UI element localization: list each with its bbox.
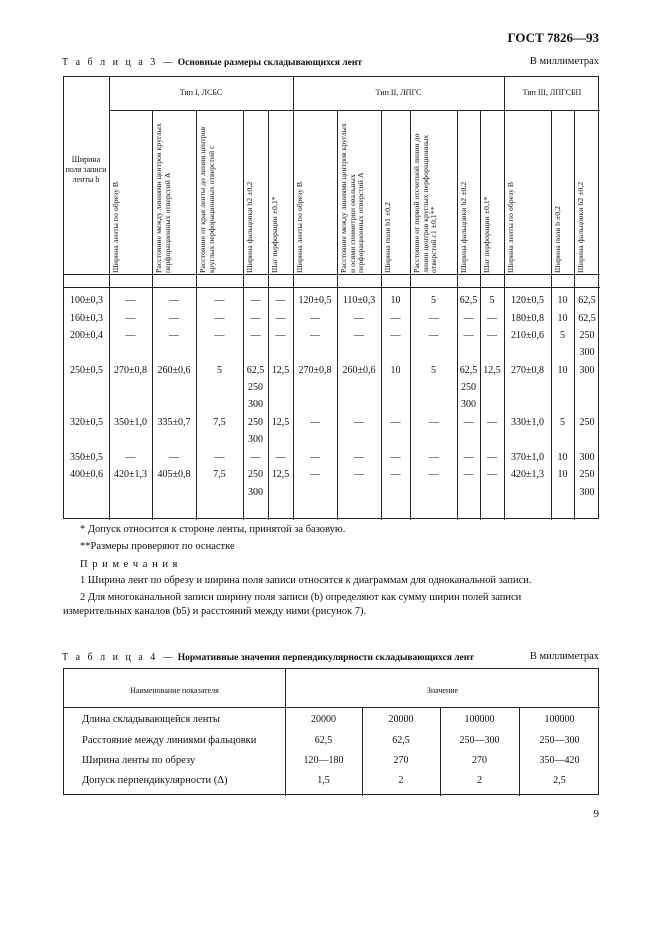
table-cell: — bbox=[275, 452, 286, 463]
table4-value-header: Значение bbox=[426, 686, 459, 695]
table-cell: — bbox=[275, 330, 286, 341]
table-cell: — bbox=[354, 313, 364, 324]
table4-cell: 250—300 bbox=[459, 735, 500, 746]
table4-caption bbox=[62, 652, 474, 663]
table-cell: 110±0,3 bbox=[342, 295, 376, 306]
table4-caption-title: Нормативные значения перпендикулярности складывающихся лент bbox=[177, 653, 474, 663]
group-header: Тип II, ЛПГС bbox=[375, 88, 422, 97]
column-header: Шаг перфорации ±0,1* bbox=[270, 196, 279, 273]
column-header: Ширина фальцовки b2 ±0,2 bbox=[576, 181, 585, 273]
column-header: Ширина ленты по обрезу B bbox=[111, 181, 120, 273]
table4-cell: 20000 bbox=[311, 714, 336, 725]
table-cell: 250±0,5 bbox=[70, 365, 103, 376]
table-cell: 300 bbox=[248, 434, 263, 445]
table-cell: — bbox=[275, 313, 286, 324]
row-header-label: Ширина поля записи ленты b bbox=[65, 155, 107, 184]
table-cell: — bbox=[463, 313, 474, 324]
column-header: Ширина ленты по обрезу B bbox=[506, 181, 515, 273]
table-cell: 10 bbox=[557, 313, 568, 324]
table-cell: — bbox=[250, 295, 261, 306]
table4-cell: 120—180 bbox=[303, 755, 344, 766]
table-cell: 120±0,5 bbox=[298, 295, 332, 306]
column-header: Расстояние от первой отсчетной линии до линии центров круглых перфорационных отверстий c1 ±0,1** bbox=[412, 133, 439, 273]
table-cell: — bbox=[390, 452, 401, 463]
grid-vline bbox=[381, 110, 382, 287]
document-code: ГОСТ 7826—93 bbox=[507, 30, 599, 45]
table-cell: 62,5 bbox=[246, 365, 265, 376]
table-cell: 320±0,5 bbox=[70, 417, 103, 428]
note-2-line-2: измерительных каналов (b5) и расстояний между ними (рисунок 7). bbox=[63, 606, 367, 617]
grid-vline bbox=[480, 110, 481, 287]
table-cell: 350±0,5 bbox=[70, 452, 103, 463]
grid-hline bbox=[64, 707, 600, 708]
table-cell: 10 bbox=[390, 295, 401, 306]
table-cell: — bbox=[428, 313, 439, 324]
note-2-line-1: 2 Для многоканальной записи ширину поля записи (b) определяют как сумму ширин полей записи bbox=[80, 592, 522, 603]
table-cell: — bbox=[354, 330, 364, 341]
table-cell: 300 bbox=[579, 452, 595, 463]
notes-heading: П р и м е ч а н и я bbox=[80, 559, 179, 570]
table-cell: 10 bbox=[557, 469, 568, 480]
column-header: Расстояние от края ленты до линии центров круглых перфорационных отверстий c bbox=[198, 126, 216, 273]
table-cell: — bbox=[169, 330, 179, 341]
table-cell: — bbox=[390, 330, 401, 341]
table-cell: 330±1,0 bbox=[511, 417, 544, 428]
table4-caption-prefix: Т а б л и ц а 4 — bbox=[62, 652, 176, 663]
table4-cell: 270 bbox=[472, 755, 487, 766]
table-cell: 5 bbox=[560, 330, 565, 341]
table-cell: 10 bbox=[557, 452, 568, 463]
table4-row-label: Ширина ленты по обрезу bbox=[82, 755, 196, 766]
table-cell: 12,5 bbox=[271, 417, 290, 428]
grid-vline bbox=[152, 110, 153, 287]
grid-vline bbox=[337, 110, 338, 287]
table-cell: 250 bbox=[579, 417, 595, 428]
table-cell: 335±0,7 bbox=[157, 417, 191, 428]
table-cell: 5 bbox=[560, 417, 565, 428]
table-cell: 250 bbox=[248, 469, 263, 480]
table-cell: — bbox=[487, 417, 497, 428]
table-cell: — bbox=[125, 452, 136, 463]
table-cell: — bbox=[169, 452, 179, 463]
table-cell: — bbox=[310, 417, 320, 428]
table-cell: — bbox=[487, 330, 497, 341]
table-cell: — bbox=[214, 452, 225, 463]
table4-cell: 350—420 bbox=[539, 755, 580, 766]
table-cell: 405±0,8 bbox=[157, 469, 191, 480]
table-cell: 10 bbox=[557, 365, 568, 376]
table-cell: — bbox=[354, 417, 364, 428]
table-cell: 420±1,3 bbox=[114, 469, 147, 480]
table-cell: 270±0,8 bbox=[114, 365, 147, 376]
grid-vline bbox=[196, 110, 197, 287]
table-cell: — bbox=[214, 313, 225, 324]
table-cell: — bbox=[487, 313, 497, 324]
table-cell: — bbox=[463, 417, 474, 428]
table-cell: — bbox=[463, 452, 474, 463]
table-cell: — bbox=[125, 330, 136, 341]
table-cell: 300 bbox=[579, 365, 595, 376]
table-cell: — bbox=[125, 313, 136, 324]
table-cell: — bbox=[310, 452, 320, 463]
table-cell: 420±1,3 bbox=[511, 469, 544, 480]
table-cell: 10 bbox=[557, 295, 568, 306]
table3-caption-title: Основные размеры складывающихся лент bbox=[177, 58, 362, 68]
footnote-1: * Допуск относится к стороне ленты, принятой за базовую. bbox=[80, 524, 346, 535]
table-cell: — bbox=[310, 313, 320, 324]
table-cell: — bbox=[310, 330, 320, 341]
grid-vline bbox=[243, 110, 244, 287]
table-cell: — bbox=[125, 295, 136, 306]
table-cell: 62,5 bbox=[459, 295, 478, 306]
table4-cell: 62,5 bbox=[314, 735, 333, 746]
table4-cell: 2 bbox=[477, 775, 482, 786]
table-cell: — bbox=[487, 452, 497, 463]
table-cell: 270±0,8 bbox=[298, 365, 332, 376]
table-cell: — bbox=[428, 330, 439, 341]
table-cell: 5 bbox=[431, 365, 436, 376]
table-cell: — bbox=[250, 452, 261, 463]
table3 bbox=[63, 76, 599, 519]
table-cell: — bbox=[275, 295, 286, 306]
table-cell: 5 bbox=[431, 295, 436, 306]
table-cell: 270±0,8 bbox=[511, 365, 544, 376]
column-header: Ширина поля b1 ±0,2 bbox=[383, 202, 392, 273]
table-cell: 12,5 bbox=[483, 365, 501, 376]
grid-vline bbox=[109, 77, 110, 287]
table-cell: — bbox=[487, 469, 497, 480]
column-header: Ширина фальцовки b2 ±0,2 bbox=[459, 181, 468, 273]
table-cell: 160±0,3 bbox=[70, 313, 103, 324]
table-cell: 200±0,4 bbox=[70, 330, 103, 341]
table4-cell: 20000 bbox=[388, 714, 414, 725]
grid-vline bbox=[293, 77, 294, 287]
table3-units: В миллиметрах bbox=[529, 56, 599, 67]
table4-cell: 1,5 bbox=[317, 775, 330, 786]
table-cell: 260±0,6 bbox=[157, 365, 191, 376]
table-cell: — bbox=[463, 330, 474, 341]
table4-cell: 2 bbox=[398, 775, 404, 786]
table-cell: 250 bbox=[461, 382, 476, 393]
table-cell: 12,5 bbox=[271, 469, 290, 480]
table-cell: — bbox=[390, 469, 401, 480]
table4 bbox=[63, 668, 599, 795]
grid-hline bbox=[64, 274, 600, 275]
table-cell: — bbox=[169, 295, 179, 306]
grid-vline bbox=[410, 110, 411, 287]
grid-vline bbox=[551, 110, 552, 287]
table-cell: — bbox=[390, 313, 401, 324]
table4-cell: 270 bbox=[393, 755, 409, 766]
table-cell: — bbox=[354, 469, 364, 480]
table4-row-label: Длина складывающейся ленты bbox=[82, 714, 220, 725]
table-cell: 400±0,6 bbox=[70, 469, 103, 480]
table-cell: 250 bbox=[248, 382, 263, 393]
table-cell: — bbox=[428, 452, 439, 463]
table-cell: 180±0,8 bbox=[511, 313, 544, 324]
table4-cell: 100000 bbox=[464, 714, 495, 725]
table-cell: 62,5 bbox=[459, 365, 478, 376]
column-header: Расстояние между линиями центров круглых и осями симметрии овальных перфорационных отверстий A bbox=[339, 123, 366, 273]
table-cell: 300 bbox=[579, 347, 595, 358]
table-cell: — bbox=[169, 313, 179, 324]
page-number: 9 bbox=[593, 808, 599, 820]
table-cell: 7,5 bbox=[213, 469, 226, 480]
table3-caption bbox=[62, 57, 362, 68]
table-cell: 300 bbox=[461, 399, 476, 410]
table-cell: 5 bbox=[217, 365, 222, 376]
table-cell: 12,5 bbox=[271, 365, 290, 376]
table4-cell: 250—300 bbox=[539, 735, 580, 746]
table-cell: 120±0,5 bbox=[511, 295, 544, 306]
grid-vline bbox=[457, 110, 458, 287]
table-cell: 370±1,0 bbox=[511, 452, 544, 463]
table4-name-header: Наименование показателя bbox=[130, 686, 219, 695]
table-cell: 62,5 bbox=[578, 295, 596, 306]
grid-vline bbox=[574, 110, 575, 287]
table-cell: — bbox=[250, 313, 261, 324]
table-cell: 260±0,6 bbox=[342, 365, 376, 376]
table-cell: 210±0,6 bbox=[511, 330, 544, 341]
column-header: Ширина поля b ±0,2 bbox=[553, 206, 562, 273]
footnote-2: **Размеры проверяют по оснастке bbox=[80, 541, 235, 552]
table-cell: 300 bbox=[248, 399, 263, 410]
table4-row-label: Расстояние между линиями фальцовки bbox=[82, 735, 257, 746]
table4-row-label: Допуск перпендикулярности (Δ) bbox=[82, 775, 228, 786]
table-cell: 10 bbox=[390, 365, 401, 376]
group-header: Тип I, ЛСБС bbox=[179, 88, 223, 97]
table-cell: 300 bbox=[248, 487, 263, 498]
table-cell: 300 bbox=[579, 487, 595, 498]
column-header: Расстояние между линиями центров круглых перфорационных отверстий A bbox=[154, 123, 172, 273]
table-cell: 7,5 bbox=[213, 417, 226, 428]
table4-cell: 2,5 bbox=[553, 775, 566, 786]
grid-vline bbox=[504, 77, 505, 287]
table-cell: 62,5 bbox=[578, 313, 596, 324]
table4-units: В миллиметрах bbox=[529, 651, 599, 662]
grid-vline bbox=[268, 110, 269, 287]
table4-cell: 62,5 bbox=[392, 735, 410, 746]
table-cell: — bbox=[214, 330, 225, 341]
table-cell: 250 bbox=[579, 469, 595, 480]
table-cell: — bbox=[428, 469, 439, 480]
table-cell: — bbox=[428, 417, 439, 428]
table-cell: — bbox=[390, 417, 401, 428]
note-1: 1 Ширина лент по обрезу и ширина поля записи относятся к диаграммам для одноканальной записи. bbox=[80, 575, 532, 586]
column-header: Ширина фальцовки b2 ±0,2 bbox=[245, 181, 254, 273]
column-header: Шаг перфорации ±0,1* bbox=[482, 196, 491, 273]
table-cell: 350±1,0 bbox=[114, 417, 147, 428]
table-cell: — bbox=[214, 295, 225, 306]
table-cell: — bbox=[463, 469, 474, 480]
column-header: Ширина ленты по обрезу B bbox=[295, 181, 304, 273]
table-cell: 5 bbox=[489, 295, 495, 306]
grid-hline bbox=[64, 287, 600, 288]
table4-cell: 100000 bbox=[544, 714, 575, 725]
table-cell: 100±0,3 bbox=[70, 295, 103, 306]
group-header: Тип III, ЛПГСБП bbox=[522, 88, 582, 97]
grid-hline bbox=[109, 110, 600, 111]
table-cell: — bbox=[250, 330, 261, 341]
table-cell: — bbox=[310, 469, 320, 480]
table-cell: 250 bbox=[579, 330, 595, 341]
table-cell: — bbox=[354, 452, 364, 463]
table-cell: 250 bbox=[248, 417, 263, 428]
table3-caption-prefix: Т а б л и ц а 3 — bbox=[62, 57, 176, 68]
